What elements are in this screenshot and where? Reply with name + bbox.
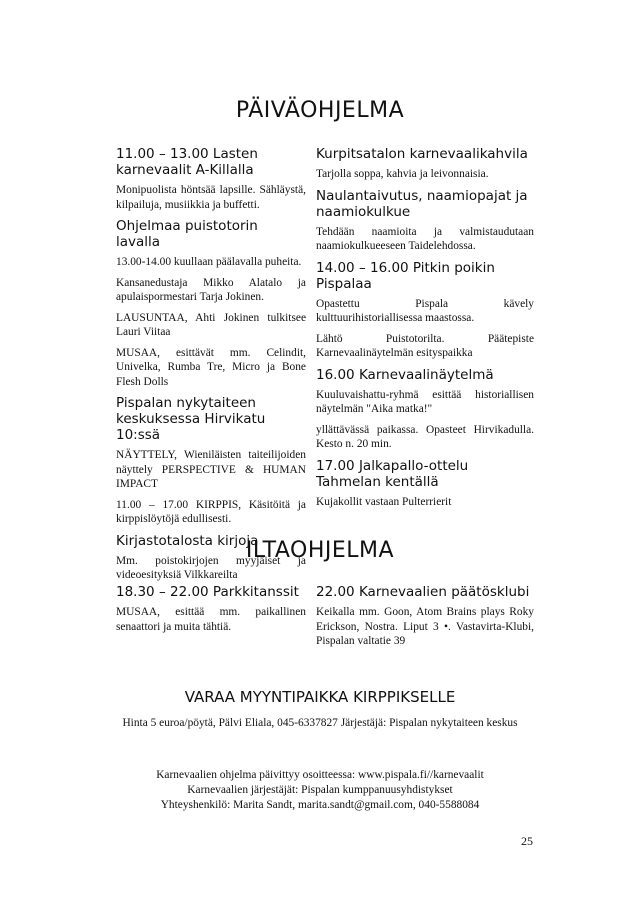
section-text: Mm. poistokirjojen myyjäiset ja videoesityksiä Vilkkareilta bbox=[116, 554, 306, 581]
section-heading: Ohjelmaa puistotorin lavalla bbox=[116, 218, 258, 250]
section-heading: 18.30 – 22.00 Parkkitanssit bbox=[116, 584, 299, 600]
section-heading: Naulantaivutus, naamiopajat ja naamiokulkue bbox=[316, 187, 528, 220]
section-text: 13.00-14.00 kuullaan päälavalla puheita. bbox=[116, 256, 302, 268]
section-heading: Kirjastotalosta kirjoja bbox=[116, 532, 259, 549]
section-text: Tehdään naamioita ja valmistaudutaan naamiokulkueeseen Taidelehdossa. bbox=[316, 225, 534, 252]
page-number: 25 bbox=[521, 834, 533, 848]
footer-line-contact: Yhteyshenkilö: Marita Sandt, marita.sandt@gmail.com, 040-5588084 bbox=[160, 799, 480, 811]
flea-market-info: Hinta 5 euroa/pöytä, Pälvi Eliala, 045-6337827 Järjestäjä: Pispalan nykytaiteen keskus bbox=[122, 717, 518, 729]
section-text: Keikalla mm. Goon, Atom Brains plays Roky Erickson, Nostra. Liput 3 •. Vastavirta-Klubi, Pispalan valtatie 39 bbox=[316, 606, 534, 647]
section-text: 11.00 – 17.00 KIRPPIS, Käsitöitä ja kirppislöytöjä edullisesti. bbox=[116, 498, 306, 525]
evening-program-title: ILTAOHJELMA bbox=[245, 538, 395, 563]
section-text: Kuuluvaishattu-ryhmä esittää historiallisen näytelmän "Aika matka!" bbox=[316, 388, 534, 415]
section-text: MUSAA, esittävät mm. Celindit, Univelka, Rumba Tre, Micro ja Bone Flesh Dolls bbox=[116, 346, 306, 388]
section-text: yllättävässä paikassa. Opasteet Hirvikadulla. Kesto n. 20 min. bbox=[316, 423, 534, 450]
section-heading: 11.00 – 13.00 Lasten karnevaalit A-Killalla bbox=[116, 146, 258, 178]
day-left-column bbox=[116, 140, 306, 589]
section-heading: Pispalan nykytaiteen keskuksessa Hirvikatu 10:ssä bbox=[116, 395, 266, 443]
section-text: Kansanedustaja Mikko Alatalo ja apulaispormestari Tarja Jokinen. bbox=[116, 276, 306, 303]
day-right-column bbox=[316, 140, 534, 515]
section-text: Monipuolista höntsää lapsille. Sähläystä, kilpailuja, musiikkia ja buffetti. bbox=[116, 184, 306, 211]
section-text: LAUSUNTAA, Ahti Jokinen tulkitsee Lauri Viitaa bbox=[116, 311, 306, 338]
section-text: NÄYTTELY, Wieniläisten taiteilijoiden näyttely PERSPECTIVE & HUMAN IMPACT bbox=[116, 449, 306, 490]
footer-line-organizers: Karnevaalien järjestäjät: Pispalan kumppanuusyhdistykset bbox=[187, 784, 453, 796]
section-heading: 22.00 Karnevaalien päätösklubi bbox=[316, 584, 530, 600]
section-heading: 17.00 Jalkapallo-ottelu Tahmelan kentällä bbox=[316, 457, 469, 490]
section-heading: 16.00 Karnevaalinäytelmä bbox=[316, 366, 494, 383]
day-program-title: PÄIVÄOHJELMA bbox=[235, 98, 405, 123]
section-heading: Kurpitsatalon karnevaalikahvila bbox=[316, 146, 528, 162]
section-text: MUSAA, esittää mm. paikallinen senaattori ja muita tähtiä. bbox=[116, 606, 306, 633]
section-text: Tarjolla soppa, kahvia ja leivonnaisia. bbox=[316, 168, 489, 180]
section-text: Lähtö Puistotorilta. Päätepiste Karnevaalinäytelmän esityspaikka bbox=[316, 332, 534, 359]
section-text: Opastettu Pispala kävely kulttuurihistoriallisessa maastossa. bbox=[316, 297, 534, 324]
section-heading: 14.00 – 16.00 Pitkin poikin Pispalaa bbox=[316, 259, 495, 292]
evening-left-column bbox=[116, 578, 306, 640]
section-text: Kujakollit vastaan Pulterrierit bbox=[316, 495, 452, 508]
flea-market-title: VARAA MYYNTIPAIKKA KIRPPIKSELLE bbox=[184, 688, 456, 706]
footer-line-website: Karnevaalien ohjelma päivittyy osoitteessa: www.pispala.fi//karnevaalit bbox=[156, 769, 484, 781]
evening-right-column bbox=[316, 578, 534, 655]
